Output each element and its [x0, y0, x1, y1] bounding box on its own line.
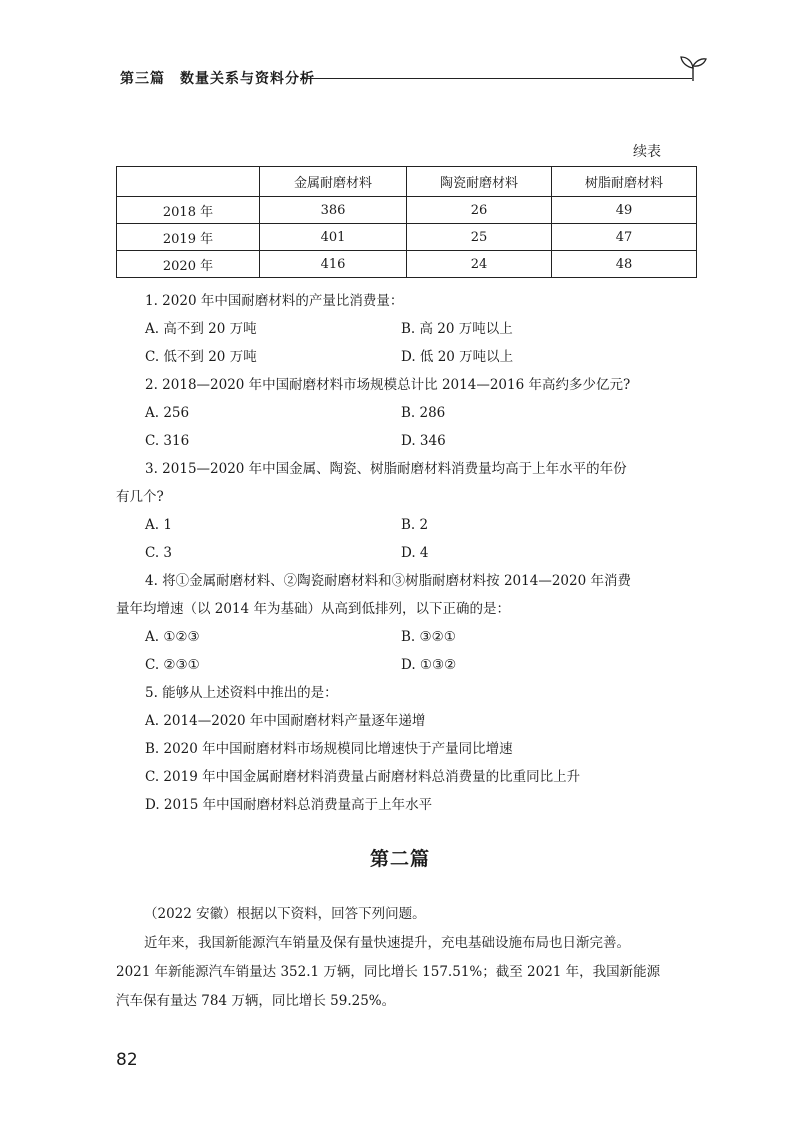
- passage-line: 近年来，我国新能源汽车销量及保有量快速提升，充电基础设施布局也日渐完善。: [144, 935, 630, 951]
- passage-line: 2021 年新能源汽车销量达 352.1 万辆，同比增长 157.51%；截至 2021 年，我国新能源: [116, 964, 661, 980]
- option-row: [145, 511, 705, 539]
- option-b: B. 2: [401, 517, 429, 533]
- table-cell: 26: [407, 197, 552, 224]
- option-a: A. 1: [145, 517, 172, 533]
- passage-line: 汽车保有量达 784 万辆，同比增长 59.25%。: [116, 993, 396, 1009]
- header-rule: [300, 78, 692, 79]
- question-stem: 1. 2020 年中国耐磨材料的产量比消费量：: [145, 293, 404, 309]
- table-row: [117, 224, 697, 251]
- option-row: [145, 539, 705, 567]
- table-header-cell: 金属耐磨材料: [260, 167, 407, 197]
- table-header-cell: 陶瓷耐磨材料: [407, 167, 552, 197]
- option-d: D. ①③②: [401, 657, 457, 673]
- table-cell: 2019 年: [117, 224, 260, 251]
- materials-table: [116, 166, 697, 278]
- table-cell: 416: [260, 251, 407, 278]
- sprout-icon: [678, 54, 708, 82]
- running-header: [120, 62, 700, 92]
- table-header-cell: 树脂耐磨材料: [552, 167, 697, 197]
- option-row: [145, 343, 705, 371]
- option-row: [145, 427, 705, 455]
- option-c: C. 2019 年中国金属耐磨材料消费量占耐磨材料总消费量的比重同比上升: [145, 769, 581, 785]
- question-stem-continued: 量年均增速（以 2014 年为基础）从高到低排列，以下正确的是：: [116, 601, 510, 617]
- question-stem: 3. 2015—2020 年中国金属、陶瓷、树脂耐磨材料消费量均高于上年水平的年份: [145, 461, 627, 477]
- header-title: 第三篇 数量关系与资料分析: [120, 71, 315, 87]
- table-cell: 2018 年: [117, 197, 260, 224]
- question-stem: 4. 将①金属耐磨材料、②陶瓷耐磨材料和③树脂耐磨材料按 2014—2020 年消费: [145, 573, 631, 589]
- section-title: 第二篇: [369, 848, 430, 870]
- table-row: [117, 251, 697, 278]
- option-b: B. 286: [401, 405, 446, 421]
- option-c: C. 低不到 20 万吨: [145, 349, 257, 365]
- question-list: [116, 287, 705, 819]
- option-a: A. ①②③: [145, 629, 200, 645]
- option-a: A. 256: [145, 405, 190, 421]
- table-header-cell: [117, 167, 260, 197]
- table-header-row: [117, 167, 697, 197]
- option-d: D. 346: [401, 433, 446, 449]
- option-row: [145, 315, 705, 343]
- question-stem-continued: 有几个?: [116, 489, 164, 505]
- table-cell: 386: [260, 197, 407, 224]
- option-row: [145, 399, 705, 427]
- option-d: D. 2015 年中国耐磨材料总消费量高于上年水平: [145, 797, 433, 813]
- passage-intro: （2022 安徽）根据以下资料，回答下列问题。: [144, 906, 426, 922]
- table-cell: 2020 年: [117, 251, 260, 278]
- option-d: D. 低 20 万吨以上: [401, 349, 514, 365]
- reading-passage: [116, 900, 702, 1016]
- table-cell: 47: [552, 224, 697, 251]
- option-c: C. 316: [145, 433, 190, 449]
- option-row: [145, 623, 705, 651]
- table-cell: 24: [407, 251, 552, 278]
- option-d: D. 4: [401, 545, 429, 561]
- table-cell: 401: [260, 224, 407, 251]
- option-a: A. 2014—2020 年中国耐磨材料产量逐年递增: [145, 713, 426, 729]
- table-cell: 48: [552, 251, 697, 278]
- question-stem: 2. 2018—2020 年中国耐磨材料市场规模总计比 2014—2016 年高约多少亿元?: [145, 377, 631, 393]
- option-a: A. 高不到 20 万吨: [145, 321, 257, 337]
- page-number: 82: [116, 1050, 138, 1070]
- option-c: C. ②③①: [145, 657, 200, 673]
- option-b: B. 高 20 万吨以上: [401, 321, 513, 337]
- table-row: [117, 197, 697, 224]
- option-row: [145, 651, 705, 679]
- question-stem: 5. 能够从上述资料中推出的是：: [145, 685, 338, 701]
- option-c: C. 3: [145, 545, 173, 561]
- table-cell: 25: [407, 224, 552, 251]
- option-b: B. ③②①: [401, 629, 456, 645]
- option-b: B. 2020 年中国耐磨材料市场规模同比增速快于产量同比增速: [145, 741, 513, 757]
- table-cell: 49: [552, 197, 697, 224]
- continued-table-label: 续表: [633, 144, 661, 160]
